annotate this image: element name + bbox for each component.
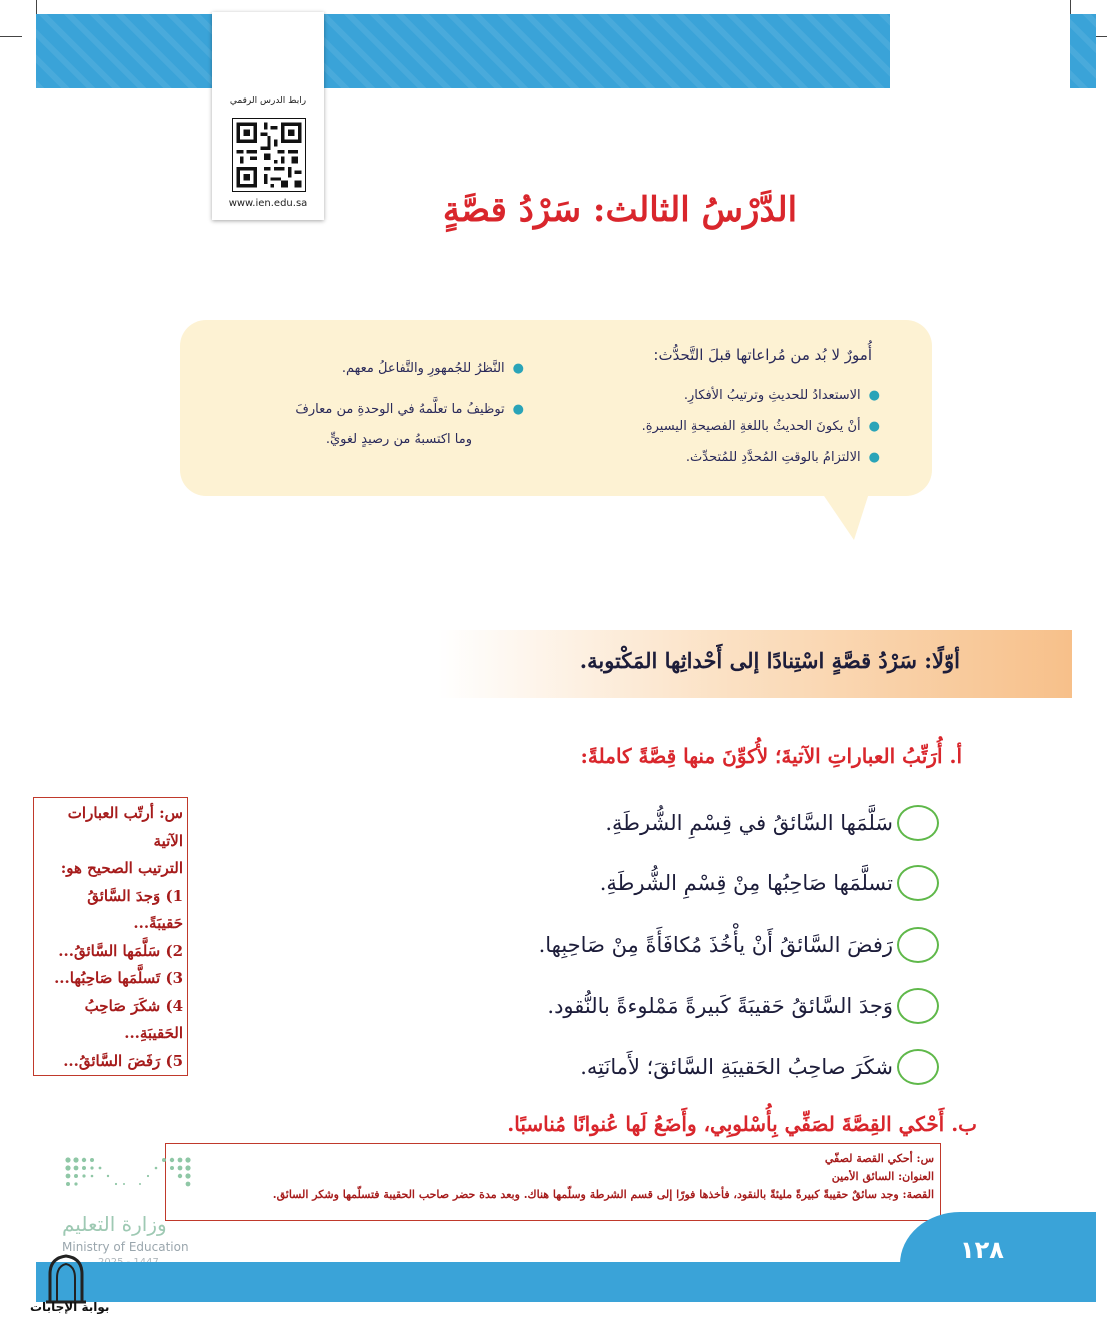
tip-item bbox=[642, 419, 880, 434]
bullet-icon: ● bbox=[868, 450, 880, 465]
order-input-oval[interactable] bbox=[897, 1049, 939, 1085]
lesson-title: الدَّرْسُ الثالث: سَرْدُ قصَّةٍ bbox=[442, 190, 798, 230]
bullet-icon: ● bbox=[512, 402, 524, 417]
statement-item bbox=[605, 804, 939, 842]
ministry-logo-icon bbox=[64, 1156, 196, 1196]
statement-item bbox=[600, 864, 939, 902]
question-b: ب. أَحْكي القِصَّةَ لصَفِّي بِأُسْلوبِي، وأَضَعُ لَها عُنوانًا مُناسبًا. bbox=[507, 1112, 977, 1136]
statement-text: سَلَّمَها السَّائقُ في قِسْمِ الشُّرطَةِ. bbox=[605, 811, 893, 835]
header-white-block bbox=[890, 14, 1070, 142]
answer-line: 4) شكَرَ صَاحِبُ الحَقيبَةِ... bbox=[84, 996, 183, 1042]
footer-band bbox=[36, 1262, 1096, 1302]
qr-card[interactable] bbox=[212, 12, 324, 220]
answer-line: 2) سَلَّمَها السَّائقُ... bbox=[58, 941, 183, 960]
tip-item bbox=[295, 402, 524, 417]
tip-text: أنْ يكونَ الحديثُ باللغةِ الفصيحةِ اليسيرةِ. bbox=[641, 419, 861, 434]
section-heading: أوّلًا: سَرْدُ قصَّةٍ اسْتِنادًا إلى أَحْداثِها المَكْتوبة. bbox=[579, 648, 960, 673]
section-banner bbox=[438, 630, 1072, 698]
crop-mark bbox=[0, 36, 22, 37]
qr-caption: رابط الدرس الرقمي bbox=[229, 96, 307, 106]
statement-text: تسلَّمَها صَاحِبُها مِنْ قِسْمِ الشُّرطَةِ. bbox=[599, 871, 893, 895]
statement-item bbox=[547, 987, 939, 1025]
tip-item-continued bbox=[326, 432, 472, 447]
tip-text: النَّظرُ للجُمهورِ والتَّفاعلُ معهم. bbox=[341, 361, 505, 376]
bullet-icon: ● bbox=[512, 361, 524, 376]
statement-text: وَجدَ السَّائقُ حَقيبَةً كَبيرةً مَمْلوءةً بالنُّقود. bbox=[547, 994, 893, 1018]
tip-text: وما اكتسبهُ من رصيدٍ لغويٍّ. bbox=[325, 432, 472, 447]
answer-title: العنوان: السائق الأمين bbox=[831, 1170, 934, 1183]
tip-item bbox=[684, 388, 880, 403]
tips-bubble-tail bbox=[820, 490, 870, 540]
page-number: ١٢٨ bbox=[960, 1236, 1004, 1264]
answer-box-story bbox=[165, 1143, 941, 1221]
tip-text: الالتزامُ بالوقتِ المُحدَّدِ للمُتحدِّث. bbox=[685, 450, 861, 465]
watermark-arch-icon bbox=[44, 1254, 88, 1304]
answer-story: القصة: وجد سائقٌ حقيبةً كبيرةً مليئةً بالنقود، فأخذها فورًا إلى قسم الشرطة وسلّمها هناك. وبعد مدة حضر صاحب الحقيبة فتسلّمها وشكر السائق. bbox=[272, 1188, 934, 1201]
tips-heading: أُمورٌ لا بُد من مُراعاتها قبلَ التَّحدُّث: bbox=[653, 346, 872, 364]
answer-line: 1) وَجدَ السَّائقُ حَقيبَةً... bbox=[87, 886, 183, 932]
statement-item bbox=[539, 926, 939, 964]
statement-text: رَفضَ السَّائقُ أَنْ يأْخُذَ مُكافَأَةً مِنْ صَاحِبِها. bbox=[538, 933, 893, 957]
ministry-name-en: Ministry of Education bbox=[62, 1240, 189, 1254]
watermark-text: بوابة الإجابات bbox=[30, 1300, 110, 1314]
order-input-oval[interactable] bbox=[897, 805, 939, 841]
order-input-oval[interactable] bbox=[897, 988, 939, 1024]
answer-box-ordering bbox=[33, 797, 188, 1076]
tip-text: الاستعدادُ للحديثِ وترتيبُ الأفكارِ. bbox=[683, 388, 861, 403]
answer-line: 5) رَفَضَ السَّائقُ... bbox=[63, 1051, 183, 1070]
tip-item bbox=[342, 361, 524, 376]
qr-url[interactable]: www.ien.edu.sa bbox=[228, 198, 308, 209]
order-input-oval[interactable] bbox=[897, 865, 939, 901]
answer-line: الترتيب الصحيح هو: bbox=[60, 859, 183, 877]
answer-question: س: أحكي القصة لصفّي bbox=[824, 1152, 934, 1165]
statement-text: شكَرَ صاحِبُ الحَقيبَةِ السَّائقَ؛ لأَمانَتِه. bbox=[580, 1055, 893, 1079]
answer-line: س: أرتّب العبارات الآتية bbox=[67, 804, 183, 850]
ministry-name-ar: وزارة التعليم bbox=[62, 1212, 167, 1236]
bullet-icon: ● bbox=[868, 419, 880, 434]
order-input-oval[interactable] bbox=[897, 927, 939, 963]
statement-item bbox=[580, 1048, 939, 1086]
tip-item bbox=[686, 450, 880, 465]
bullet-icon: ● bbox=[868, 388, 880, 403]
qr-code-icon[interactable] bbox=[232, 118, 306, 192]
tips-box bbox=[180, 320, 932, 496]
question-a: أ. أُرَتِّبُ العباراتِ الآتيةَ؛ لأُكوِّنَ منها قِصَّةً كاملةً: bbox=[580, 744, 962, 768]
tip-text: توظيفُ ما تعلَّمهُ في الوحدةِ من معارفَ bbox=[295, 402, 505, 417]
answer-line: 3) تَسلَّمَها صَاحِبُها... bbox=[54, 969, 183, 987]
